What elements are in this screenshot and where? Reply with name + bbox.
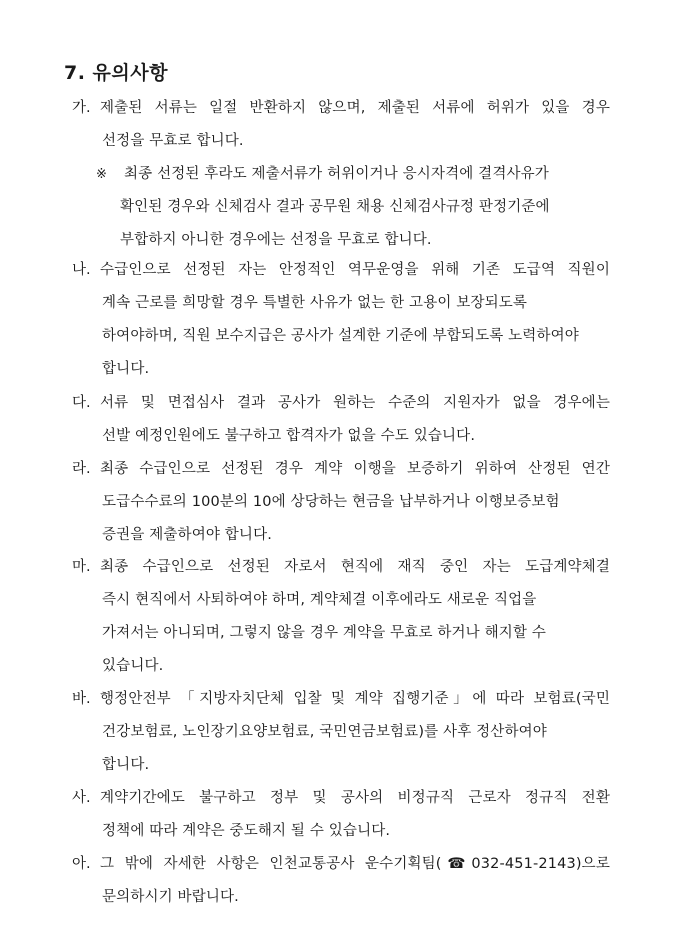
item-text-line: 선정을 무효로 합니다. (102, 133, 244, 149)
item-text-line: 수급인으로 선정된 자는 안정적인 역무운영을 위해 기존 도급역 직원이 (100, 262, 610, 278)
item-marker: 바. (72, 691, 91, 707)
item-text-line: 합니다. (102, 757, 150, 773)
item-marker: 나. (72, 262, 91, 278)
item-text-line: 증권을 제출하여야 합니다. (102, 527, 273, 543)
item-marker: 사. (72, 790, 91, 806)
section-title: 7. 유의사항 (64, 62, 168, 84)
item-text-line: 있습니다. (102, 658, 164, 674)
item-text-line: 즉시 현직에서 사퇴하여야 하며, 계약체결 이후에라도 새로운 직업을 (102, 592, 537, 608)
item-text-line: 정책에 따라 계약은 중도해지 될 수 있습니다. (102, 823, 391, 839)
item-text-line: 최종 수급인으로 선정된 자로서 현직에 재직 중인 자는 도급계약체결 (100, 559, 610, 575)
item-text-line: 행정안전부 「지방자치단체 입찰 및 계약 집행기준」에 따라 보험료(국민 (100, 691, 610, 707)
item-text-line: 하여야하며, 직원 보수지급은 공사가 설계한 기준에 부합되도록 노력하여야 (102, 328, 579, 344)
item-text-line: 가져서는 아니되며, 그렇지 않을 경우 계약을 무효로 하거나 해지할 수 (102, 625, 546, 641)
item-text-line: 서류 및 면접심사 결과 공사가 원하는 수준의 지원자가 없을 경우에는 (100, 395, 610, 411)
item-text-line: 합니다. (102, 361, 150, 377)
item-text-line: 도급수수료의 100분의 10에 상당하는 현금을 납부하거나 이행보증보험 (102, 494, 560, 510)
item-marker: 아. (72, 856, 91, 872)
item-marker: 라. (72, 461, 91, 477)
item-text-line: 계속 근로를 희망할 경우 특별한 사유가 없는 한 고용이 보장되도록 (102, 295, 528, 311)
item-text-line: 계약기간에도 불구하고 정부 및 공사의 비정규직 근로자 정규직 전환 (100, 790, 610, 806)
note-text-line: 최종 선정된 후라도 제출서류가 허위이거나 응시자격에 결격사유가 (124, 166, 549, 182)
item-marker: 마. (72, 559, 91, 575)
reference-mark: ※ (96, 167, 107, 182)
item-marker: 가. (72, 100, 91, 116)
item-text-line: 제출된 서류는 일절 반환하지 않으며, 제출된 서류에 허위가 있을 경우 (100, 100, 610, 116)
item-text-line: 문의하시기 바랍니다. (102, 889, 239, 905)
item-text-line: 그 밖에 자세한 사항은 인천교통공사 운수기획팀(☎032-451-2143)으로 (100, 856, 610, 872)
item-marker: 다. (72, 395, 91, 411)
note-text-line: 부합하지 아니한 경우에는 선정을 무효로 합니다. (120, 232, 432, 248)
note-text-line: 확인된 경우와 신체검사 결과 공무원 채용 신체검사규정 판정기준에 (120, 199, 550, 215)
item-text-line: 선발 예정인원에도 불구하고 합격자가 없을 수도 있습니다. (102, 428, 476, 444)
item-text-line: 최종 수급인으로 선정된 경우 계약 이행을 보증하기 위하여 산정된 연간 (100, 461, 610, 477)
item-text-line: 건강보험료, 노인장기요양보험료, 국민연금보험료)를 사후 정산하여야 (102, 724, 547, 740)
